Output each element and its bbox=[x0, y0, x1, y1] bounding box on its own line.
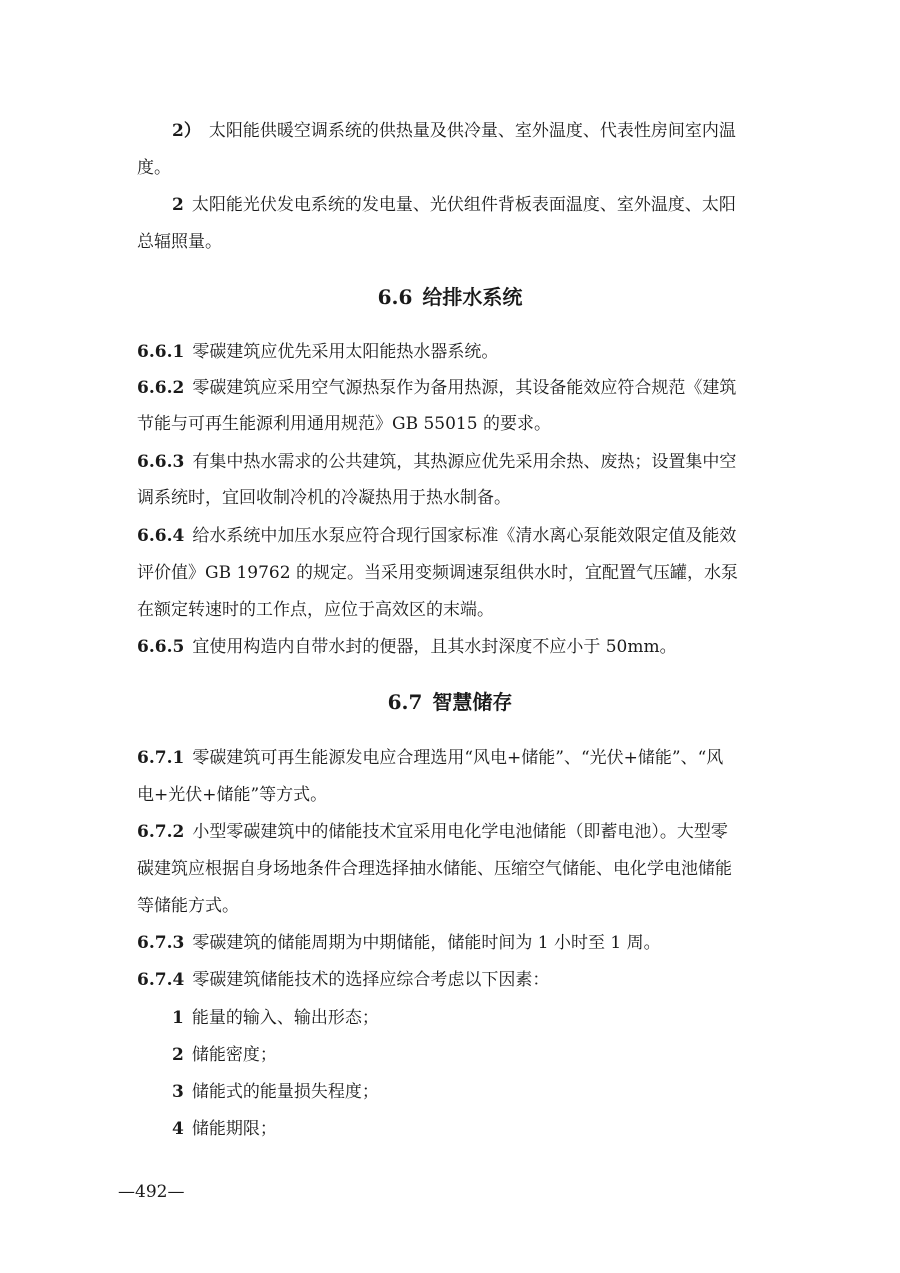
clause-6-7-3 bbox=[137, 931, 777, 955]
factor-text: 储能密度； bbox=[191, 1045, 277, 1065]
clause-number: 6.7.4 bbox=[137, 970, 185, 990]
clause-6-6-4-line-1 bbox=[137, 524, 777, 548]
clause-text: 有集中热水需求的公共建筑，其热源应优先采用余热、废热；设置集中空 bbox=[192, 452, 737, 472]
item-number: 2 bbox=[172, 195, 184, 215]
factor-item-4 bbox=[172, 1117, 812, 1141]
clause-number: 6.6.2 bbox=[137, 378, 185, 398]
clause-6-6-4-line-3 bbox=[137, 598, 777, 622]
clause-text: 零碳建筑应采用空气源热泵作为备用热源，其设备能效应符合规范《建筑 bbox=[192, 378, 737, 398]
item-2-sub-line-1 bbox=[172, 119, 812, 143]
item-text: 太阳能光伏发电系统的发电量、光伏组件背板表面温度、室外温度、太阳 bbox=[191, 195, 736, 215]
clause-text: 在额定转速时的工作点，应位于高效区的末端。 bbox=[137, 600, 494, 620]
factor-text: 能量的输入、输出形态； bbox=[191, 1008, 379, 1028]
item-2-line-1 bbox=[172, 193, 812, 217]
item-text: 总辐照量。 bbox=[137, 232, 222, 252]
clause-6-7-2-line-3 bbox=[137, 894, 777, 918]
clause-6-6-5 bbox=[137, 635, 777, 659]
item-2-sub-line-2 bbox=[137, 156, 777, 180]
clause-6-6-2-line-2 bbox=[137, 412, 777, 436]
factor-item-2 bbox=[172, 1043, 812, 1067]
item-text: 度。 bbox=[137, 158, 171, 178]
clause-number: 6.7.2 bbox=[137, 822, 185, 842]
clause-6-6-4-line-2 bbox=[137, 561, 777, 585]
page-number: —492— bbox=[118, 1182, 185, 1202]
clause-6-7-4 bbox=[137, 968, 777, 992]
clause-text: 电+光伏+储能”等方式。 bbox=[137, 785, 328, 805]
clause-6-7-2-line-2 bbox=[137, 857, 777, 881]
clause-text: 零碳建筑应优先采用太阳能热水器系统。 bbox=[192, 342, 499, 362]
clause-6-7-1-line-2 bbox=[137, 783, 777, 807]
clause-number: 6.7.1 bbox=[137, 748, 185, 768]
section-heading-6-6 bbox=[0, 283, 900, 311]
clause-text: 碳建筑应根据自身场地条件合理选择抽水储能、压缩空气储能、电化学电池储能 bbox=[137, 859, 732, 879]
factor-number: 4 bbox=[172, 1119, 184, 1139]
clause-6-6-3-line-1 bbox=[137, 450, 777, 474]
clause-6-7-2-line-1 bbox=[137, 820, 777, 844]
factor-number: 2 bbox=[172, 1045, 184, 1065]
factor-item-1 bbox=[172, 1006, 812, 1030]
clause-number: 6.7.3 bbox=[137, 933, 185, 953]
clause-text: 调系统时，宜回收制冷机的冷凝热用于热水制备。 bbox=[137, 488, 511, 508]
factor-text: 储能期限； bbox=[191, 1119, 277, 1139]
factor-item-3 bbox=[172, 1080, 812, 1104]
clause-number: 6.6.3 bbox=[137, 452, 185, 472]
clause-number: 6.6.5 bbox=[137, 637, 185, 657]
clause-6-7-1-line-1 bbox=[137, 746, 777, 770]
clause-text: 等储能方式。 bbox=[137, 896, 239, 916]
clause-text: 零碳建筑储能技术的选择应综合考虑以下因素： bbox=[192, 970, 550, 990]
clause-text: 零碳建筑可再生能源发电应合理选用“风电+储能”、“光伏+储能”、“风 bbox=[192, 748, 724, 768]
item-number: 2） bbox=[172, 121, 201, 141]
item-text: 太阳能供暖空调系统的供热量及供冷量、室外温度、代表性房间室内温 bbox=[208, 121, 736, 141]
clause-text: 零碳建筑的储能周期为中期储能，储能时间为 1 小时至 1 周。 bbox=[192, 933, 661, 953]
clause-text: 宜使用构造内自带水封的便器，且其水封深度不应小于 50mm。 bbox=[192, 637, 677, 657]
clause-text: 评价值》GB 19762 的规定。当采用变频调速泵组供水时，宜配置气压罐，水泵 bbox=[137, 563, 738, 583]
clause-6-6-3-line-2 bbox=[137, 486, 777, 510]
clause-text: 节能与可再生能源利用通用规范》GB 55015 的要求。 bbox=[137, 414, 551, 434]
clause-6-6-2-line-1 bbox=[137, 376, 777, 400]
section-number: 6.7 bbox=[387, 690, 423, 714]
item-2-line-2 bbox=[137, 230, 777, 254]
clause-text: 给水系统中加压水泵应符合现行国家标准《清水离心泵能效限定值及能效 bbox=[192, 526, 737, 546]
factor-number: 3 bbox=[172, 1082, 184, 1102]
clause-number: 6.6.1 bbox=[137, 342, 185, 362]
clause-6-6-1 bbox=[137, 340, 777, 364]
section-title: 给排水系统 bbox=[422, 285, 523, 309]
factor-text: 储能式的能量损失程度； bbox=[191, 1082, 379, 1102]
factor-number: 1 bbox=[172, 1008, 184, 1028]
section-heading-6-7 bbox=[0, 688, 900, 716]
clause-number: 6.6.4 bbox=[137, 526, 185, 546]
clause-text: 小型零碳建筑中的储能技术宜采用电化学电池储能（即蓄电池）。大型零 bbox=[192, 822, 728, 842]
section-number: 6.6 bbox=[377, 285, 413, 309]
section-title: 智慧储存 bbox=[432, 690, 513, 714]
